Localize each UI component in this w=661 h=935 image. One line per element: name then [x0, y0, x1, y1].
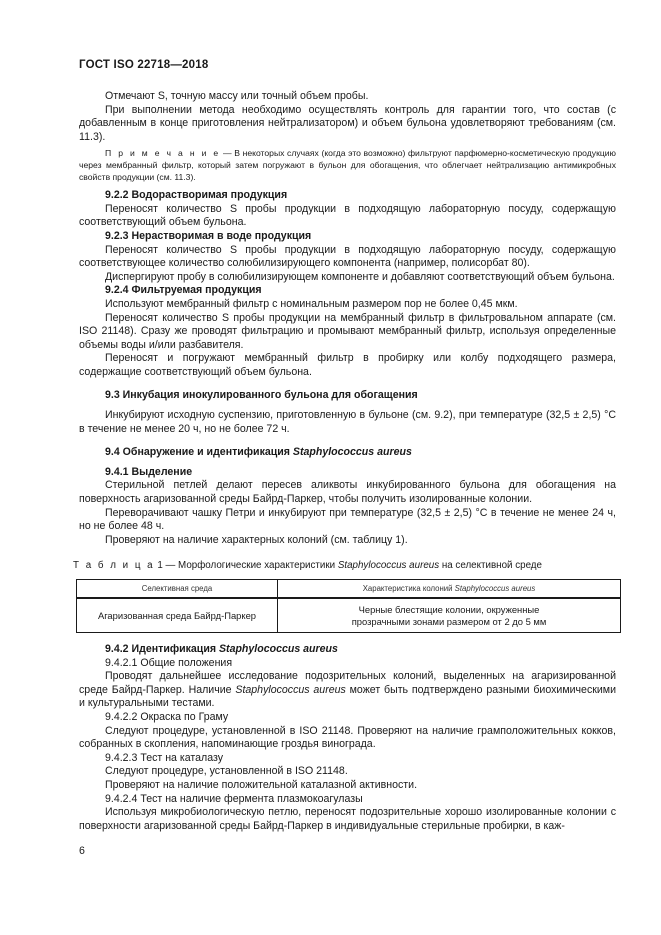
- paragraph-text: может быть подтверждено разными биохимическими и культуральными тестами.: [79, 683, 616, 710]
- paragraph: Используют мембранный фильтр с номинальным размером пор не более 0,45 мкм.: [105, 297, 518, 310]
- note-text: — В некоторых случаях (когда это возможно) фильтруют парфюмерно-косметическую продукцию через мембранный фильтр, который затем погружают в бульон для обогащения, что облегчает нейтрализацию антимикробных свойств продукции (см. 11.3).: [79, 148, 616, 182]
- page-number: 6: [79, 845, 85, 857]
- table-row: [77, 598, 621, 633]
- paragraph: Инкубируют исходную суспензию, приготовленную в бульоне (см. 9.2), при температуре (32,5 ± 2,5) °С в течение не менее 20 ч, но не более 72 ч.: [79, 409, 616, 435]
- paragraph: Следуют процедуре, установленной в ISO 21148. Проверяют на наличие грамположительных кокков, собранных в скопления, напоминающие гроздья винограда.: [79, 724, 616, 751]
- paragraph: Отмечают S, точную массу или точный объем пробы.: [105, 90, 369, 102]
- heading-text: 9.4 Обнаружение и идентификация: [105, 446, 293, 459]
- subsection-heading: 9.4.2.3 Тест на каталазу: [105, 751, 224, 764]
- header-text: Характеристика колоний: [362, 583, 455, 593]
- paragraph-species: Staphylococcus aureus: [235, 683, 346, 696]
- section-heading: [79, 643, 616, 657]
- paragraph: [79, 670, 616, 711]
- paragraph: При выполнении метода необходимо осуществлять контроль для гарантии того, что состав (с добавленным в конце приготовления нейтрализатором) и объем бульона удовлетворяют требованиям (см. 11.3).: [79, 103, 616, 143]
- table-cell: Агаризованная среда Байрд-Паркер: [77, 598, 278, 633]
- document-body: [73, 90, 616, 833]
- paragraph: Проверяют на наличие характерных колоний (см. таблицу 1).: [105, 533, 408, 546]
- section-heading: 9.4.1 Выделение: [105, 465, 193, 478]
- table-caption-text: 1 — Морфологические характеристики: [157, 560, 338, 572]
- table-caption-label: Т а б л и ц а: [73, 560, 155, 572]
- note: [79, 148, 616, 183]
- header-species: Staphylococcus aureus: [454, 583, 536, 593]
- section-heading: [79, 446, 616, 460]
- heading-species: Staphylococcus aureus: [218, 643, 338, 655]
- paragraph: Переносят и погружают мембранный фильтр в пробирку или колбу подходящего размера, содержащие соответствующий объем бульона.: [79, 352, 616, 378]
- heading-species: Staphylococcus aureus: [292, 446, 412, 459]
- table-caption-species: Staphylococcus aureus: [337, 560, 440, 572]
- section-heading: 9.2.2 Водорастворимая продукция: [105, 189, 288, 202]
- table-cell: [278, 598, 621, 633]
- table-1: [76, 579, 621, 633]
- paragraph: Переворачивают чашку Петри и инкубируют при температуре (32,5 ± 2,5) °С в течение не менее 24 ч, но не более 48 ч.: [79, 506, 616, 533]
- cell-line: Черные блестящие колонии, окруженные: [358, 603, 540, 615]
- paragraph: Стерильной петлей делают пересев аликвоты инкубированного бульона для обогащения на поверхность агаризованной среды Байрд-Паркер, чтобы получить изолированные колонии.: [79, 479, 616, 506]
- cell-line: прозрачными зонами размером от 2 до 5 мм: [351, 615, 547, 627]
- note-label: П р и м е ч а н и е: [105, 148, 221, 159]
- table-header-cell: [278, 580, 621, 599]
- subsection-heading: 9.4.2.2 Окраска по Граму: [105, 710, 229, 723]
- table-caption-text: на селективной среде: [439, 560, 542, 572]
- paragraph: Диспергируют пробу в солюбилизирующем компоненте и добавляют соответствующий объем бульона.: [105, 270, 615, 283]
- paragraph: Используя микробиологическую петлю, переносят подозрительные хорошо изолированные колонии с поверхности агаризованной среды Байрд-Паркер в индивидуальные стерильные пробирки, в каж-: [79, 806, 616, 832]
- subsection-heading: 9.4.2.1 Общие положения: [105, 656, 233, 669]
- paragraph: Следуют процедуре, установленной в ISO 21148.: [105, 765, 348, 778]
- document-header: ГОСТ ISO 22718—2018: [79, 59, 209, 71]
- paragraph-text: Проводят дальнейшее исследование подозрительных колоний, выделенных на агаризированной среде Байрд-Паркер. Наличие: [79, 670, 616, 696]
- paragraph: Переносят количество S пробы продукции на мембранный фильтр в фильтровальном аппарате (см. ISO 21148). Сразу же проводят фильтрацию и промывают мембранный фильтр, используя определенные объемы воды и/или разбавителя.: [79, 311, 616, 351]
- table-caption: [73, 559, 616, 573]
- heading-text: 9.4.2 Идентификация: [105, 643, 219, 655]
- table-header-row: [77, 580, 621, 599]
- subsection-heading: 9.4.2.4 Тест на наличие фермента плазмокоагулазы: [105, 792, 363, 805]
- table-header-cell: Селективная среда: [77, 580, 278, 599]
- section-heading: 9.2.4 Фильтруемая продукция: [105, 284, 262, 297]
- paragraph: Переносят количество S пробы продукции в подходящую лабораторную посуду, содержащую соответствующий объем бульона.: [79, 202, 616, 229]
- section-heading: 9.2.3 Нерастворимая в воде продукция: [105, 229, 312, 242]
- section-heading: 9.3 Инкубация инокулированного бульона для обогащения: [105, 389, 418, 402]
- paragraph: Проверяют на наличие положительной каталазной активности.: [105, 778, 418, 791]
- paragraph: Переносят количество S пробы продукции в подходящую лабораторную посуду, содержащую соответствующее количество солюбилизирующего компонента (например, полисорбат 80).: [79, 243, 616, 270]
